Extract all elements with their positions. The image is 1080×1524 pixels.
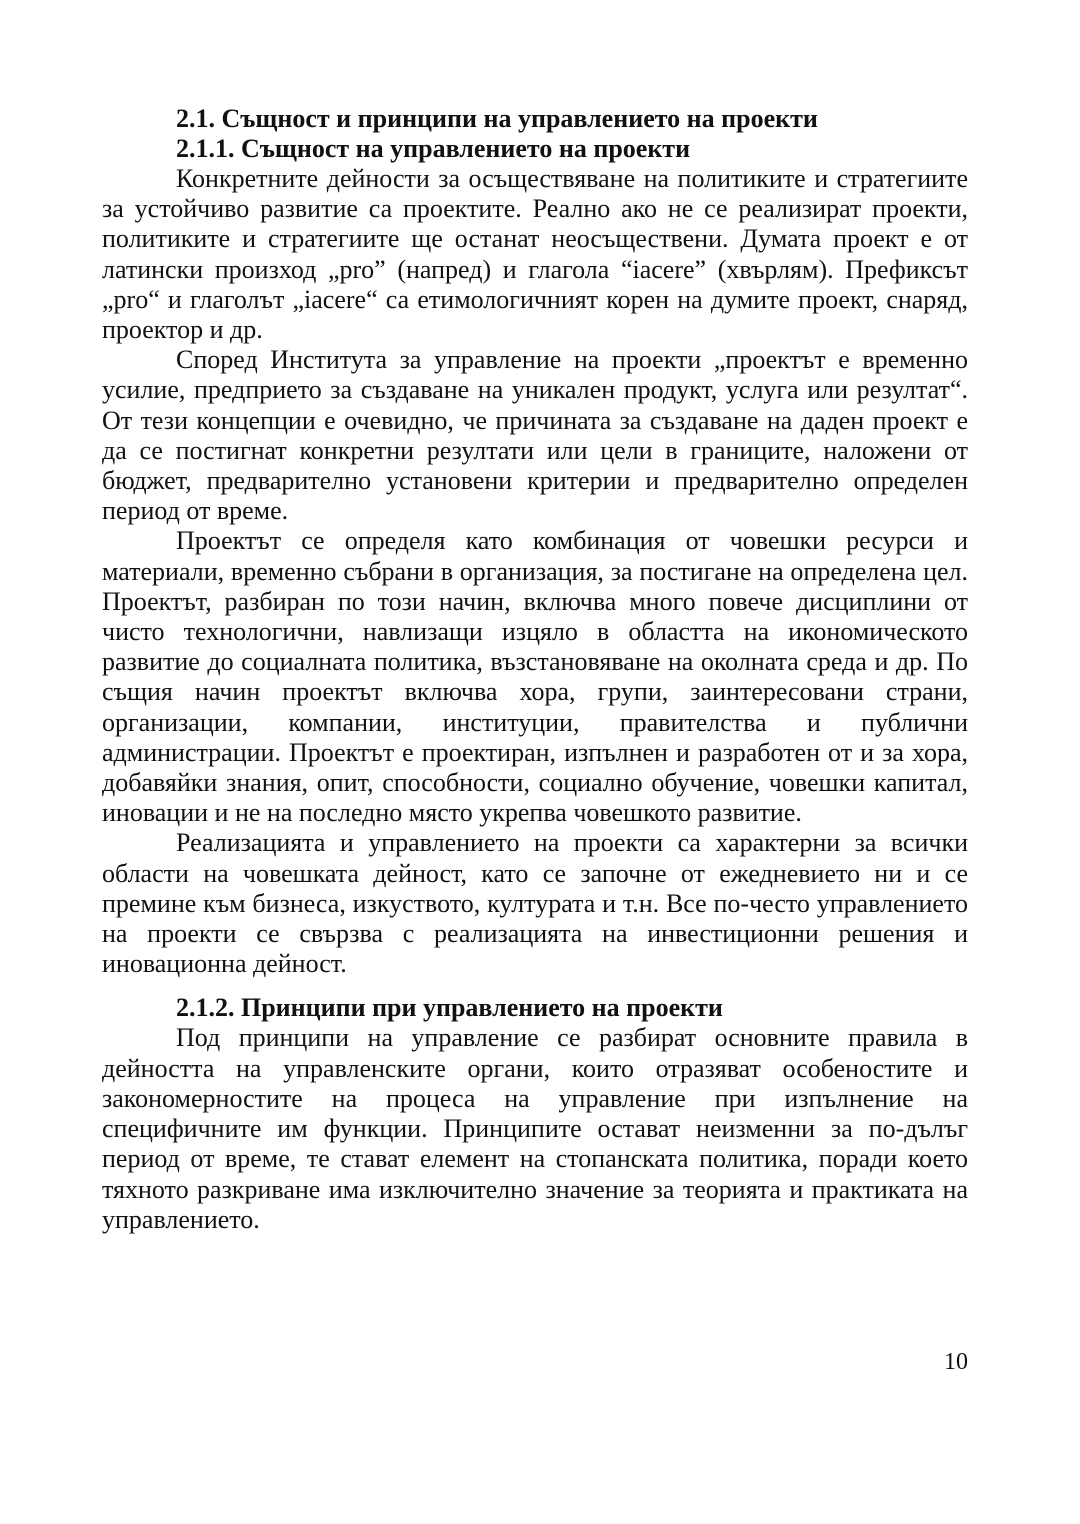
section-spacer bbox=[102, 979, 968, 993]
section-heading: 2.1. Същност и принципи на управлението на проекти bbox=[176, 104, 818, 133]
page-number: 10 bbox=[944, 1349, 968, 1375]
subsection-heading-essence: 2.1.1. Същност на управлението на проекти bbox=[176, 134, 691, 163]
paragraph: Според Института за управление на проекти „проектът е временно усилие, предприето за създаване на уникален продукт, услуга или резултат“. От тези концепции е очевидно, че причината за създаване на даден проект е да се постигнат конкретни резултати или цели в границите, наложени от бюджет, предварително установени критерии и предварително определен период от време. bbox=[102, 345, 968, 526]
paragraph: Реализацията и управлението на проекти са характерни за всички области на човешката дейност, като се започне от ежедневието ни и се премине към бизнеса, изкуството, културата и т.н. Все по-често управлението на проекти се свързва с реализацията на инвестиционни решения и иновационна дейност. bbox=[102, 828, 968, 979]
page-body bbox=[102, 104, 968, 1235]
paragraph: Под принципи на управление се разбират основните правила в дейността на управленските органи, които отразяват особеностите и закономерностите на процеса на управление при изпълнение на специфичните им функции. Принципите остават неизменни за по-дълъг период от време, те стават елемент на стопанската политика, поради което тяхното разкриване има изключително значение за теорията и практиката на управлението. bbox=[102, 1023, 968, 1234]
paragraph: Проектът се определя като комбинация от човешки ресурси и материали, временно събрани в организация, за постигане на определена цел. Проектът, разбиран по този начин, включва много повече дисциплини от чисто технологични, навлизащи изцяло в областта на икономическото развитие до социалната политика, възстановяване на околната среда и др. По същия начин проектът включва хора, групи, заинтересовани страни, организации, компании, институции, правителства и публични администрации. Проектът е проектиран, изпълнен и разработен от и за хора, добавяйки знания, опит, способности, социално обучение, човешки капитал, иновации и не на последно място укрепва човешкото развитие. bbox=[102, 526, 968, 828]
paragraph: Конкретните дейности за осъществяване на политиките и стратегиите за устойчиво развитие са проектите. Реално ако не се реализират проекти, политиките и стратегиите ще останат неосъществени. Думата проект е от латински произход „pro” (напред) и глагола “iacere” (хвърлям). Префиксът „pro“ и глаголът „iacere“ са етимологичният корен на думите проект, снаряд, проектор и др. bbox=[102, 164, 968, 345]
subsection-heading-principles: 2.1.2. Принципи при управлението на проекти bbox=[176, 993, 723, 1023]
